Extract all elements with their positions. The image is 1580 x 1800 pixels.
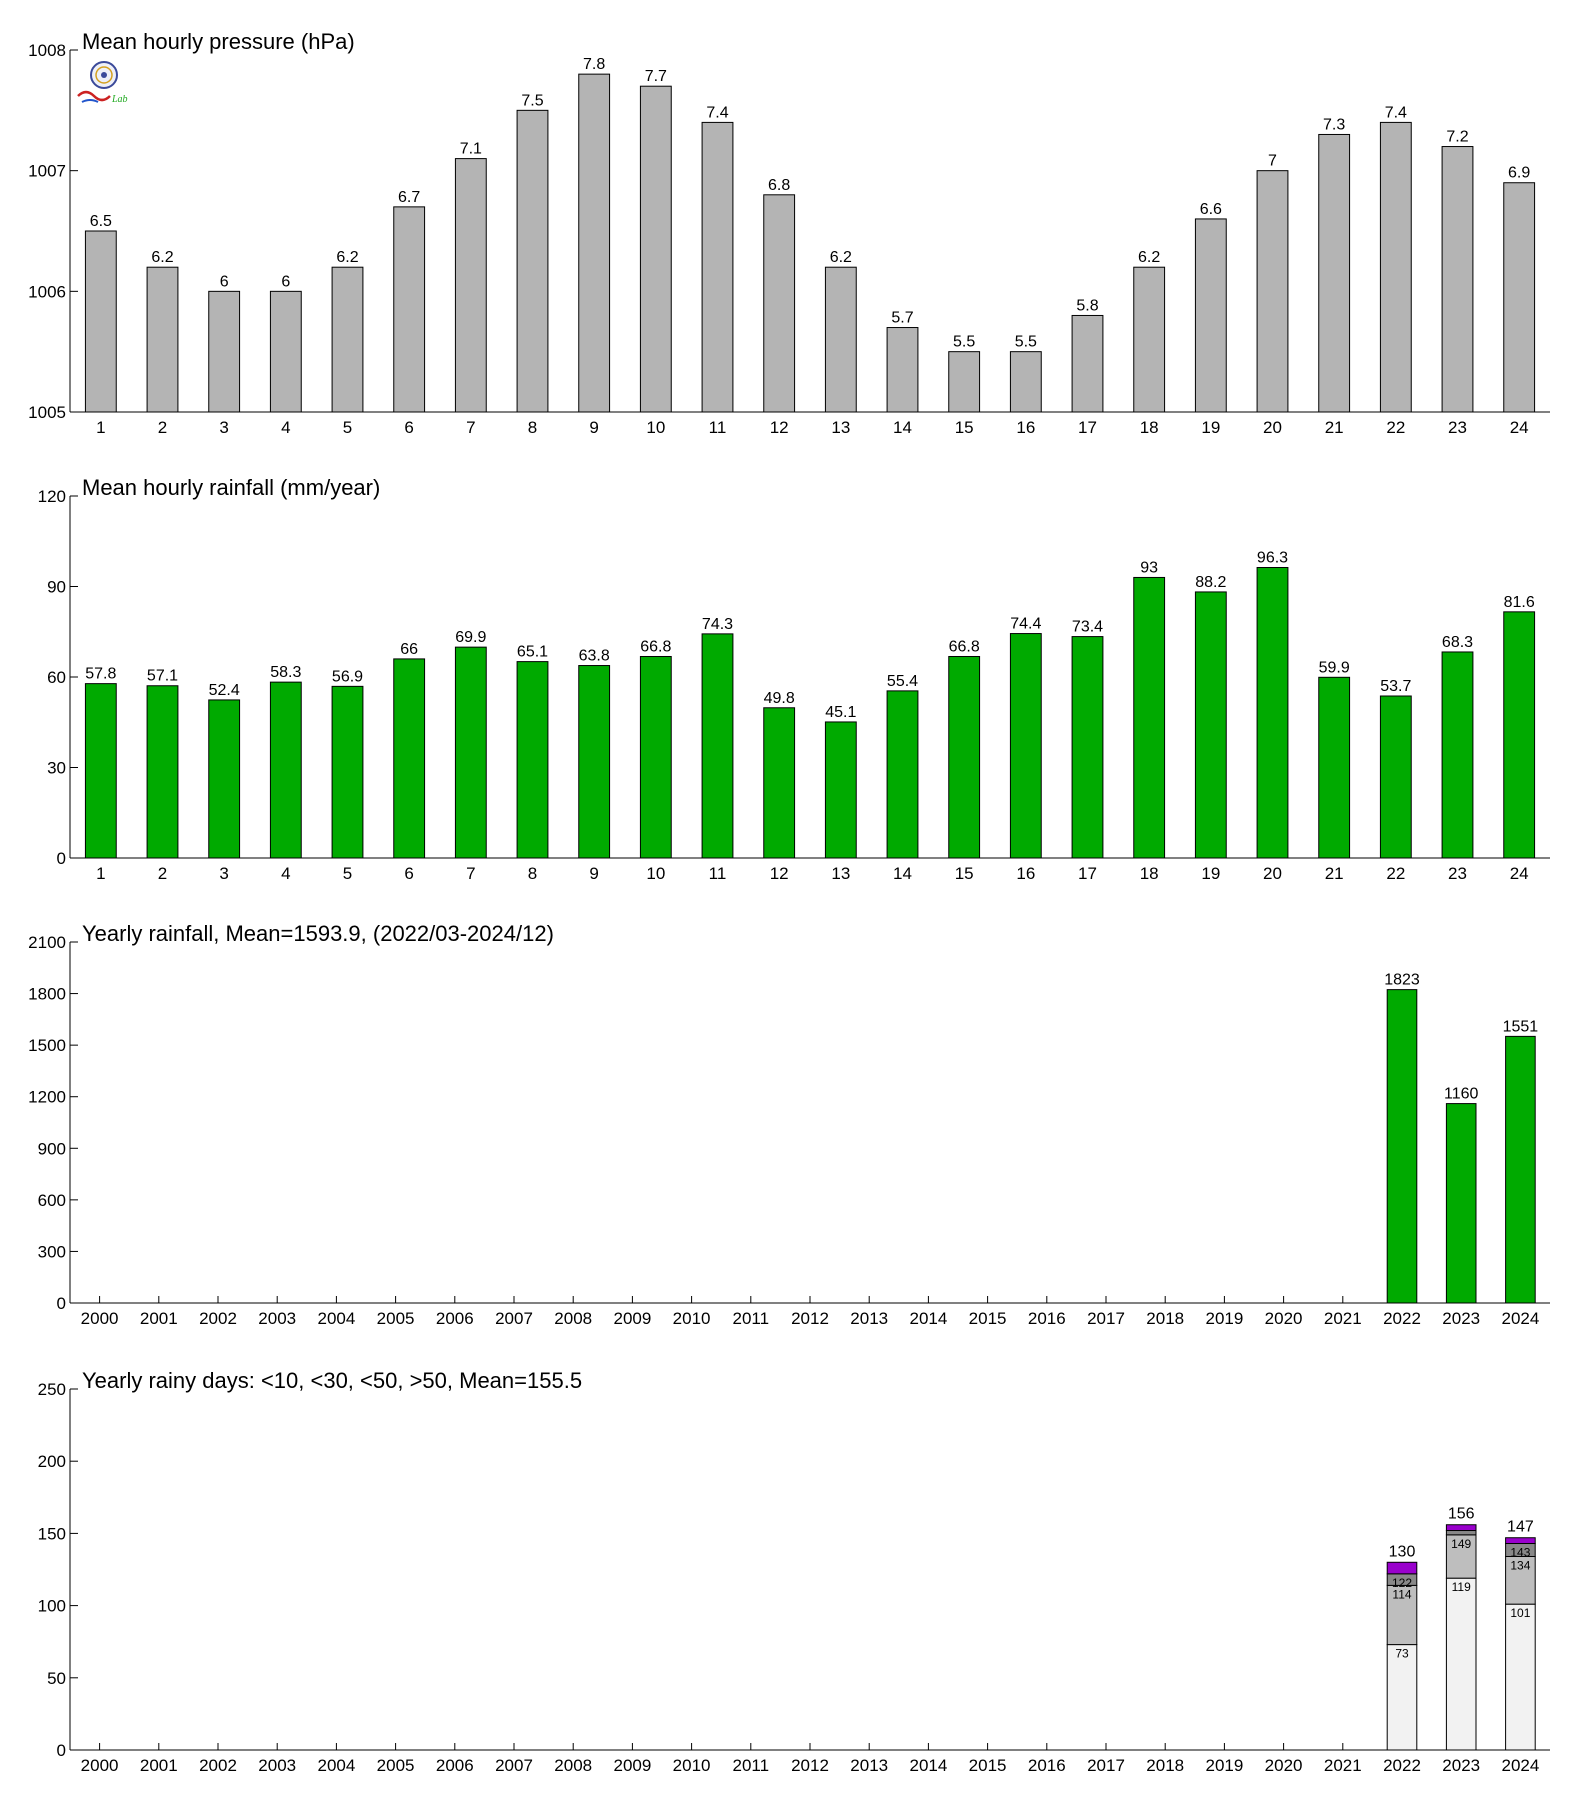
panel-2-bar (455, 647, 486, 858)
panel-4-x-tick-label: 2013 (850, 1756, 889, 1775)
panel-2-y-tick-label: 120 (37, 487, 66, 506)
panel-2-bar (1442, 652, 1473, 858)
panel-2-bar (1072, 637, 1103, 858)
panel-4-title: Yearly rainy days: <10, <30, <50, >50, Mean=155.5 (82, 1368, 583, 1393)
panel-2-bar (147, 686, 178, 858)
panel-4-x-tick-label: 2015 (968, 1756, 1007, 1775)
panel-1-bar (85, 231, 116, 412)
panel-1-x-tick-label: 1 (96, 418, 106, 437)
panel-2-data-label: 88.2 (1195, 573, 1227, 591)
panel-4-total-label: 147 (1507, 1518, 1534, 1536)
panel-1-x-tick-label: 15 (954, 418, 974, 437)
panel-1-bar (702, 122, 733, 412)
panel-1-bar (825, 267, 856, 412)
panel-3-x-tick-label: 2014 (909, 1309, 948, 1328)
panel-1-data-label: 6.7 (398, 188, 421, 206)
panel-1-bar (1134, 267, 1165, 412)
panel-3-x-tick-label: 2013 (850, 1309, 889, 1328)
panel-4-x-tick-label: 2021 (1323, 1756, 1362, 1775)
panel-3-x-tick-label: 2011 (732, 1309, 770, 1328)
panel-3-x-tick-label: 2024 (1501, 1309, 1540, 1328)
panel-4-x-tick-label: 2022 (1383, 1756, 1421, 1775)
panel-1-bar (764, 195, 795, 412)
panel-2-bar (270, 682, 301, 858)
panel-2-x-tick-label: 19 (1201, 864, 1221, 883)
panel-4-segment-label: 73 (1395, 1646, 1409, 1661)
panel-3-x-tick-label: 2005 (376, 1309, 415, 1328)
panel-2-bar (640, 656, 671, 858)
panel-4-y-tick-label: 100 (37, 1596, 66, 1616)
panel-2-bar (825, 722, 856, 858)
panel-1-y-tick-label: 1005 (28, 403, 66, 422)
panel-1-x-tick-label: 5 (342, 418, 353, 437)
panel-2-data-label: 66.8 (640, 638, 672, 656)
panel-2-data-label: 73.4 (1071, 618, 1104, 636)
panel-2-x-tick-label: 23 (1448, 864, 1467, 883)
panel-1-bar (209, 291, 240, 412)
panel-4-x-tick-label: 2004 (317, 1756, 356, 1775)
panel-4-x-tick-label: 2017 (1087, 1756, 1125, 1775)
panel-4-total-label: 130 (1388, 1543, 1416, 1561)
panel-1-y-tick-label: 1008 (28, 41, 66, 60)
panel-1-bar (517, 110, 548, 412)
panel-1-data-label: 6.2 (1138, 249, 1161, 267)
panel-2-bar (209, 700, 240, 858)
panel-2-x-tick-label: 12 (769, 864, 789, 883)
panel-1-x-tick-label: 24 (1509, 418, 1529, 437)
panel-1-data-label: 6.6 (1199, 200, 1222, 218)
panel-2-bar (764, 708, 795, 858)
panel-3-y-tick-label: 1200 (28, 1087, 66, 1107)
panel-1-data-label: 7 (1268, 152, 1277, 170)
panel-3-x-tick-label: 2004 (317, 1309, 356, 1328)
panel-4-stack-segment (1387, 1562, 1417, 1574)
panel-2-data-label: 55.4 (886, 672, 919, 690)
panel-4-segment-label: 119 (1451, 1580, 1471, 1595)
panel-2-x-tick-label: 2 (157, 864, 168, 883)
panel-1-bar (147, 267, 178, 412)
panel-4-x-tick-label: 2019 (1205, 1756, 1244, 1775)
panel-3-title: Yearly rainfall, Mean=1593.9, (2022/03-2024/12) (82, 921, 554, 946)
lab-logo (76, 58, 136, 108)
panel-2-bar (517, 662, 548, 858)
panel-4-y-tick-label: 0 (56, 1741, 66, 1760)
panel-1-data-label: 5.8 (1076, 297, 1099, 315)
panel-2-data-label: 53.7 (1380, 678, 1412, 696)
panel-1-data-label: 7.2 (1446, 128, 1469, 146)
panel-3-bar (1387, 990, 1417, 1303)
panel-3-x-tick-label: 2006 (435, 1309, 474, 1328)
panel-1-x-tick-label: 22 (1386, 418, 1406, 437)
panel-1-x-tick-label: 9 (589, 418, 599, 437)
panel-2-x-tick-label: 7 (466, 864, 476, 883)
panel-2-data-label: 57.8 (85, 665, 117, 683)
panel-1-y-tick-label: 1006 (28, 282, 66, 302)
panel-3-x-tick-label: 2002 (199, 1309, 237, 1328)
panel-4-x-tick-label: 2002 (199, 1756, 237, 1775)
panel-1-x-tick-label: 3 (219, 418, 229, 437)
panel-4-stack-segment (1446, 1531, 1476, 1535)
panel-1-data-label: 7.1 (459, 140, 482, 158)
panel-2-y-tick-label: 30 (47, 758, 66, 778)
panel-1-bar (332, 267, 363, 412)
panel-2-bar (1010, 634, 1041, 858)
panel-2-x-tick-label: 6 (404, 864, 414, 883)
panel-1-data-label: 7.3 (1323, 116, 1346, 134)
panel-4-x-tick-label: 2011 (732, 1756, 770, 1775)
panel-3-x-tick-label: 2007 (495, 1309, 533, 1328)
panel-1-data-label: 6.2 (151, 249, 174, 267)
panel-1-bar (1380, 122, 1411, 412)
panel-3-x-tick-label: 2016 (1027, 1309, 1066, 1328)
panel-2-bar (1504, 612, 1535, 858)
panel-4-stack-segment (1446, 1578, 1476, 1750)
panel-4-x-tick-label: 2024 (1501, 1756, 1540, 1775)
panel-4-x-tick-label: 2014 (909, 1756, 948, 1775)
panel-2-x-tick-label: 22 (1386, 864, 1406, 883)
panel-2-y-tick-label: 0 (56, 849, 66, 868)
panel-2-x-tick-label: 20 (1263, 864, 1282, 883)
panel-1-data-label: 7.4 (706, 104, 729, 122)
panel-2-x-tick-label: 9 (589, 864, 599, 883)
panel-2-data-label: 58.3 (270, 664, 302, 682)
panel-4-stack-segment (1506, 1604, 1536, 1750)
panel-3-x-tick-label: 2012 (791, 1309, 829, 1328)
panel-1-bar (394, 207, 425, 412)
panel-2-x-tick-label: 21 (1324, 864, 1344, 883)
panel-1-data-label: 5.5 (1014, 333, 1037, 351)
panel-1-x-tick-label: 16 (1016, 418, 1036, 437)
panel-2-data-label: 56.9 (331, 668, 364, 686)
panel-4-segment-label: 122 (1391, 1575, 1413, 1590)
panel-4-x-tick-label: 2018 (1146, 1756, 1185, 1775)
panel-2-data-label: 49.8 (763, 689, 795, 707)
panel-2-data-label: 74.3 (701, 615, 734, 633)
panel-1-x-tick-label: 20 (1263, 418, 1282, 437)
panel-2-x-tick-label: 10 (646, 864, 666, 883)
panel-4-x-tick-label: 2009 (613, 1756, 652, 1775)
panel-4-x-tick-label: 2008 (554, 1756, 593, 1775)
panel-4-stack-segment (1446, 1525, 1476, 1531)
panel-4-y-tick-label: 150 (37, 1524, 66, 1544)
panel-2-x-tick-label: 18 (1139, 864, 1159, 883)
panel-1-data-label: 7.7 (644, 68, 667, 86)
panel-3-x-tick-label: 2018 (1146, 1309, 1185, 1328)
panel-2-x-tick-label: 24 (1509, 864, 1529, 883)
panel-3-x-tick-label: 2000 (80, 1309, 119, 1328)
panel-3-y-tick-label: 600 (37, 1190, 66, 1210)
panel-4-y-tick-label: 50 (47, 1668, 66, 1688)
panel-2-x-tick-label: 14 (893, 864, 912, 883)
panel-1-data-label: 7.5 (521, 92, 544, 110)
panel-3-bar (1446, 1104, 1476, 1303)
panel-1-x-tick-label: 17 (1078, 418, 1097, 437)
panel-1-x-tick-label: 7 (466, 418, 476, 437)
panel-3-x-tick-label: 2019 (1205, 1309, 1244, 1328)
panel-2-bar (1257, 567, 1288, 858)
panel-2-data-label: 52.4 (208, 681, 240, 699)
panel-4-x-tick-label: 2012 (791, 1756, 829, 1775)
panel-2-x-tick-label: 5 (342, 864, 353, 883)
panel-1-bar (1257, 171, 1288, 412)
panel-2-bar (949, 656, 980, 858)
panel-1-data-label: 6.9 (1508, 164, 1531, 182)
panel-1-x-tick-label: 13 (831, 418, 851, 437)
panel-4-x-tick-label: 2000 (80, 1756, 119, 1775)
panel-2-data-label: 96.3 (1256, 549, 1289, 567)
panel-1-title: Mean hourly pressure (hPa) (82, 29, 355, 54)
panel-1-data-label: 7.4 (1384, 104, 1407, 122)
panel-3-x-tick-label: 2010 (672, 1309, 711, 1328)
panel-1-x-tick-label: 4 (281, 418, 291, 437)
panel-1-bar (949, 352, 980, 412)
panel-1-bar (1504, 183, 1535, 412)
panel-1-data-label: 6 (219, 273, 229, 291)
panel-1-bar (1195, 219, 1226, 412)
panel-3-y-tick-label: 1800 (28, 984, 66, 1004)
panel-3-x-tick-label: 2008 (554, 1309, 593, 1328)
panel-1-x-tick-label: 11 (708, 418, 727, 437)
panel-1-x-tick-label: 2 (157, 418, 168, 437)
panel-2-x-tick-label: 8 (527, 864, 538, 883)
panel-2-x-tick-label: 16 (1016, 864, 1036, 883)
panel-2-bar (332, 686, 363, 858)
panel-3-y-tick-label: 1500 (28, 1036, 66, 1056)
panel-4-segment-label: 134 (1510, 1558, 1531, 1573)
panel-1-bar (640, 86, 671, 412)
logo-text: Lab (112, 94, 128, 105)
panel-1-bar (1010, 352, 1041, 412)
panel-4-segment-label: 101 (1510, 1606, 1531, 1621)
panel-1-data-label: 7.8 (583, 56, 606, 74)
panel-4-x-tick-label: 2010 (672, 1756, 711, 1775)
panel-1-data-label: 6.8 (768, 176, 791, 194)
panel-1-bar (1319, 134, 1350, 412)
panel-1-x-tick-label: 21 (1324, 418, 1344, 437)
panel-2-data-label: 93 (1140, 559, 1159, 577)
panel-2-bar (702, 634, 733, 858)
panel-4-x-tick-label: 2001 (139, 1756, 178, 1775)
panel-2-y-tick-label: 60 (47, 668, 66, 687)
panel-1-x-tick-label: 12 (769, 418, 789, 437)
panel-3-x-tick-label: 2021 (1323, 1309, 1362, 1328)
panel-1-data-label: 5.5 (953, 333, 976, 351)
panel-2-bar (85, 684, 116, 858)
panel-4-x-tick-label: 2020 (1264, 1756, 1303, 1775)
panel-3-x-tick-label: 2017 (1087, 1309, 1125, 1328)
panel-2-data-label: 59.9 (1318, 659, 1350, 677)
panel-1-x-tick-label: 10 (646, 418, 666, 437)
panel-2-bar (1380, 696, 1411, 858)
panel-2-x-tick-label: 17 (1078, 864, 1097, 883)
panel-3-y-tick-label: 0 (56, 1294, 66, 1313)
panel-3-x-tick-label: 2009 (613, 1309, 652, 1328)
panel-1-bar (270, 291, 301, 412)
panel-2-x-tick-label: 15 (954, 864, 974, 883)
panel-1-bar (887, 328, 918, 412)
panel-4-x-tick-label: 2003 (258, 1756, 297, 1775)
panel-4-x-tick-label: 2005 (376, 1756, 415, 1775)
panel-2-bar (394, 659, 425, 858)
panel-2-x-tick-label: 4 (281, 864, 291, 883)
panel-3-y-tick-label: 300 (37, 1242, 66, 1262)
panel-3-x-tick-label: 2022 (1383, 1309, 1421, 1328)
panel-1-x-tick-label: 8 (527, 418, 538, 437)
panel-1-bar (1442, 147, 1473, 412)
panel-1-bar (455, 159, 486, 412)
panel-2-bar (579, 666, 610, 858)
panel-2-data-label: 66.8 (948, 638, 980, 656)
panel-3-y-tick-label: 900 (37, 1139, 66, 1159)
panel-2-bar (1319, 677, 1350, 858)
panel-4-x-tick-label: 2007 (495, 1756, 533, 1775)
panel-3-x-tick-label: 2020 (1264, 1309, 1303, 1328)
panel-2-x-tick-label: 11 (708, 864, 727, 883)
panel-3-y-tick-label: 2100 (28, 933, 66, 952)
panel-3-bar (1506, 1036, 1536, 1303)
panel-1-data-label: 6.5 (89, 213, 112, 230)
panel-3-x-tick-label: 2003 (258, 1309, 297, 1328)
panel-4-segment-label: 143 (1510, 1545, 1531, 1560)
panel-1-x-tick-label: 18 (1139, 418, 1159, 437)
panel-2-bar (1195, 592, 1226, 858)
panel-1-data-label: 6.2 (829, 249, 852, 267)
panel-2-y-tick-label: 90 (47, 577, 66, 597)
panel-1-x-tick-label: 6 (404, 418, 414, 437)
panel-3-x-tick-label: 2023 (1442, 1309, 1481, 1328)
panel-2-data-label: 68.3 (1441, 633, 1474, 651)
panel-3-x-tick-label: 2001 (139, 1309, 178, 1328)
panel-1-bar (579, 74, 610, 412)
panel-1-x-tick-label: 23 (1448, 418, 1467, 437)
panel-4-x-tick-label: 2006 (435, 1756, 474, 1775)
panel-3-data-label: 1160 (1443, 1085, 1479, 1103)
panel-2-data-label: 74.4 (1010, 615, 1042, 633)
panel-1-x-tick-label: 19 (1201, 418, 1221, 437)
panel-2-bar (887, 691, 918, 858)
panel-2-bar (1134, 577, 1165, 858)
panel-4-y-tick-label: 250 (37, 1380, 66, 1399)
panel-3-x-tick-label: 2015 (968, 1309, 1007, 1328)
panel-1-bar (1072, 315, 1103, 412)
panel-2-x-tick-label: 3 (219, 864, 229, 883)
panel-2-x-tick-label: 1 (96, 864, 106, 883)
panel-1-data-label: 6.2 (336, 249, 359, 267)
panel-4-segment-label: 114 (1392, 1587, 1412, 1602)
panel-2-title: Mean hourly rainfall (mm/year) (82, 475, 381, 500)
panel-2-data-label: 81.6 (1503, 593, 1535, 611)
panel-4-stack-segment (1506, 1538, 1536, 1544)
panel-4-segment-label: 149 (1451, 1536, 1472, 1551)
panel-4-total-label: 156 (1447, 1505, 1475, 1523)
panel-3-data-label: 1823 (1384, 971, 1420, 989)
panel-2-data-label: 57.1 (146, 667, 179, 685)
panel-2-data-label: 63.8 (578, 647, 610, 665)
panel-1-y-tick-label: 1007 (28, 161, 66, 181)
panel-3-data-label: 1551 (1502, 1018, 1539, 1036)
panel-4-x-tick-label: 2023 (1442, 1756, 1481, 1775)
panel-2-x-tick-label: 13 (831, 864, 851, 883)
panel-2-data-label: 69.9 (455, 629, 487, 647)
panel-4-y-tick-label: 200 (37, 1452, 66, 1472)
panel-2-data-label: 65.1 (516, 643, 549, 661)
panel-2-data-label: 45.1 (825, 703, 857, 721)
panel-1-data-label: 5.7 (891, 309, 914, 327)
panel-1-x-tick-label: 14 (893, 418, 912, 437)
panel-4-x-tick-label: 2016 (1027, 1756, 1066, 1775)
panel-2-data-label: 66 (400, 640, 419, 658)
panel-1-data-label: 6 (281, 273, 291, 291)
